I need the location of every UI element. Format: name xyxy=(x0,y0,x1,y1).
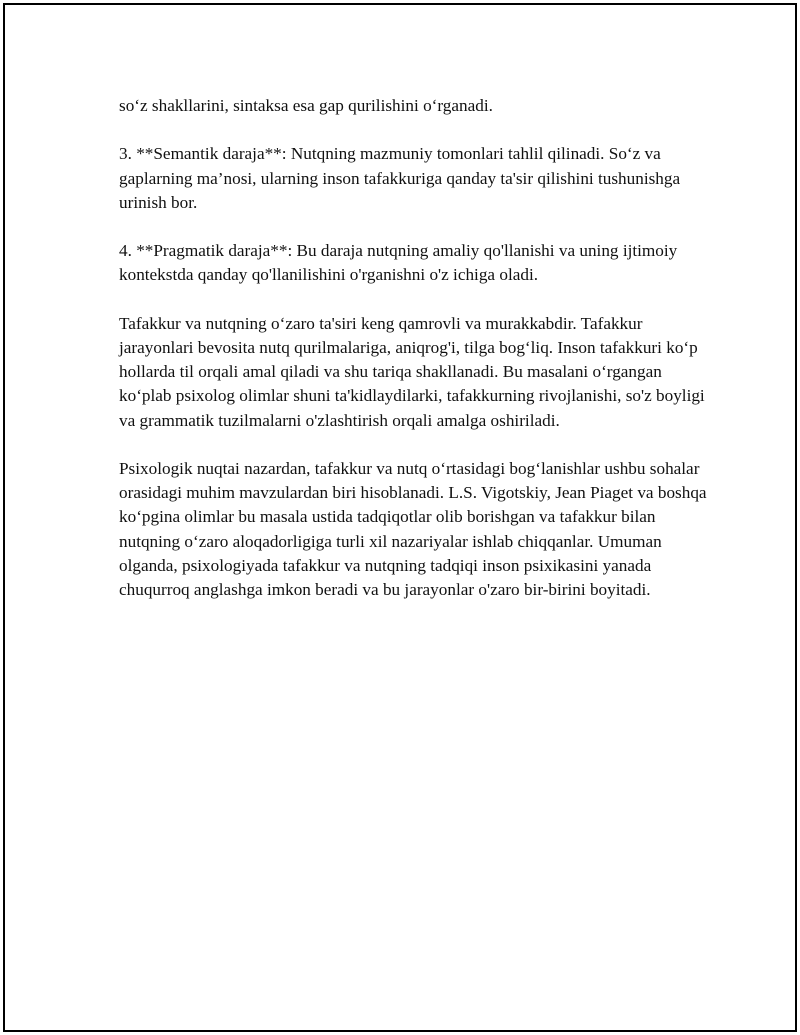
paragraph-semantic-level: 3. **Semantik daraja**: Nutqning mazmuniy tomonlari tahlil qilinadi. So‘z va gaplarning ma’nosi, ularning inson tafakkuriga qanday ta'sir qilishini tushunishga urinish bor. xyxy=(119,144,681,212)
document-body xyxy=(119,94,709,602)
paragraph-pragmatic-level: 4. **Pragmatik daraja**: Bu daraja nutqning amaliy qo'llanishi va uning ijtimoiy kontekstda qanday qo'llanilishini o'rganishni o'z ichiga oladi. xyxy=(119,241,678,285)
document-page xyxy=(3,3,797,1032)
paragraph-continuation: so‘z shakllarini, sintaksa esa gap qurilishini o‘rganadi. xyxy=(119,96,493,115)
paragraph-thought-speech-interaction: Tafakkur va nutqning o‘zaro ta'siri keng qamrovli va murakkabdir. Tafakkur jarayonlari bevosita nutq qurilmalariga, aniqrog'i, tilga bog‘liq. Inson tafakkuri ko‘p hollarda til orqali amal qiladi va shu tariqa shakllanadi. Bu masalani o‘rgangan ko‘plab psixolog olimlar shuni ta'kidlaydilarki, tafakkurning rivojlanishi, so'z boyligi va grammatik tuzilmalarni o'zlashtirish orqali amalga oshiriladi. xyxy=(119,313,705,430)
paragraph-psychological-view: Psixologik nuqtai nazardan, tafakkur va nutq o‘rtasidagi bog‘lanishlar ushbu sohalar orasidagi muhim mavzulardan biri hisoblanadi. L.S. Vigotskiy, Jean Piaget va boshqa ko‘pgina olimlar bu masala ustida tadqiqotlar olib borishgan va tafakkur bilan nutqning o‘zaro aloqadorligiga turli xil nazariyalar ishlab chiqqanlar. Umuman olganda, psixologiyada tafakkur va nutqning tadqiqi inson psixikasini yanada chuqurroq anglashga imkon beradi va bu jarayonlar o'zaro bir-birini boyitadi. xyxy=(119,458,707,599)
